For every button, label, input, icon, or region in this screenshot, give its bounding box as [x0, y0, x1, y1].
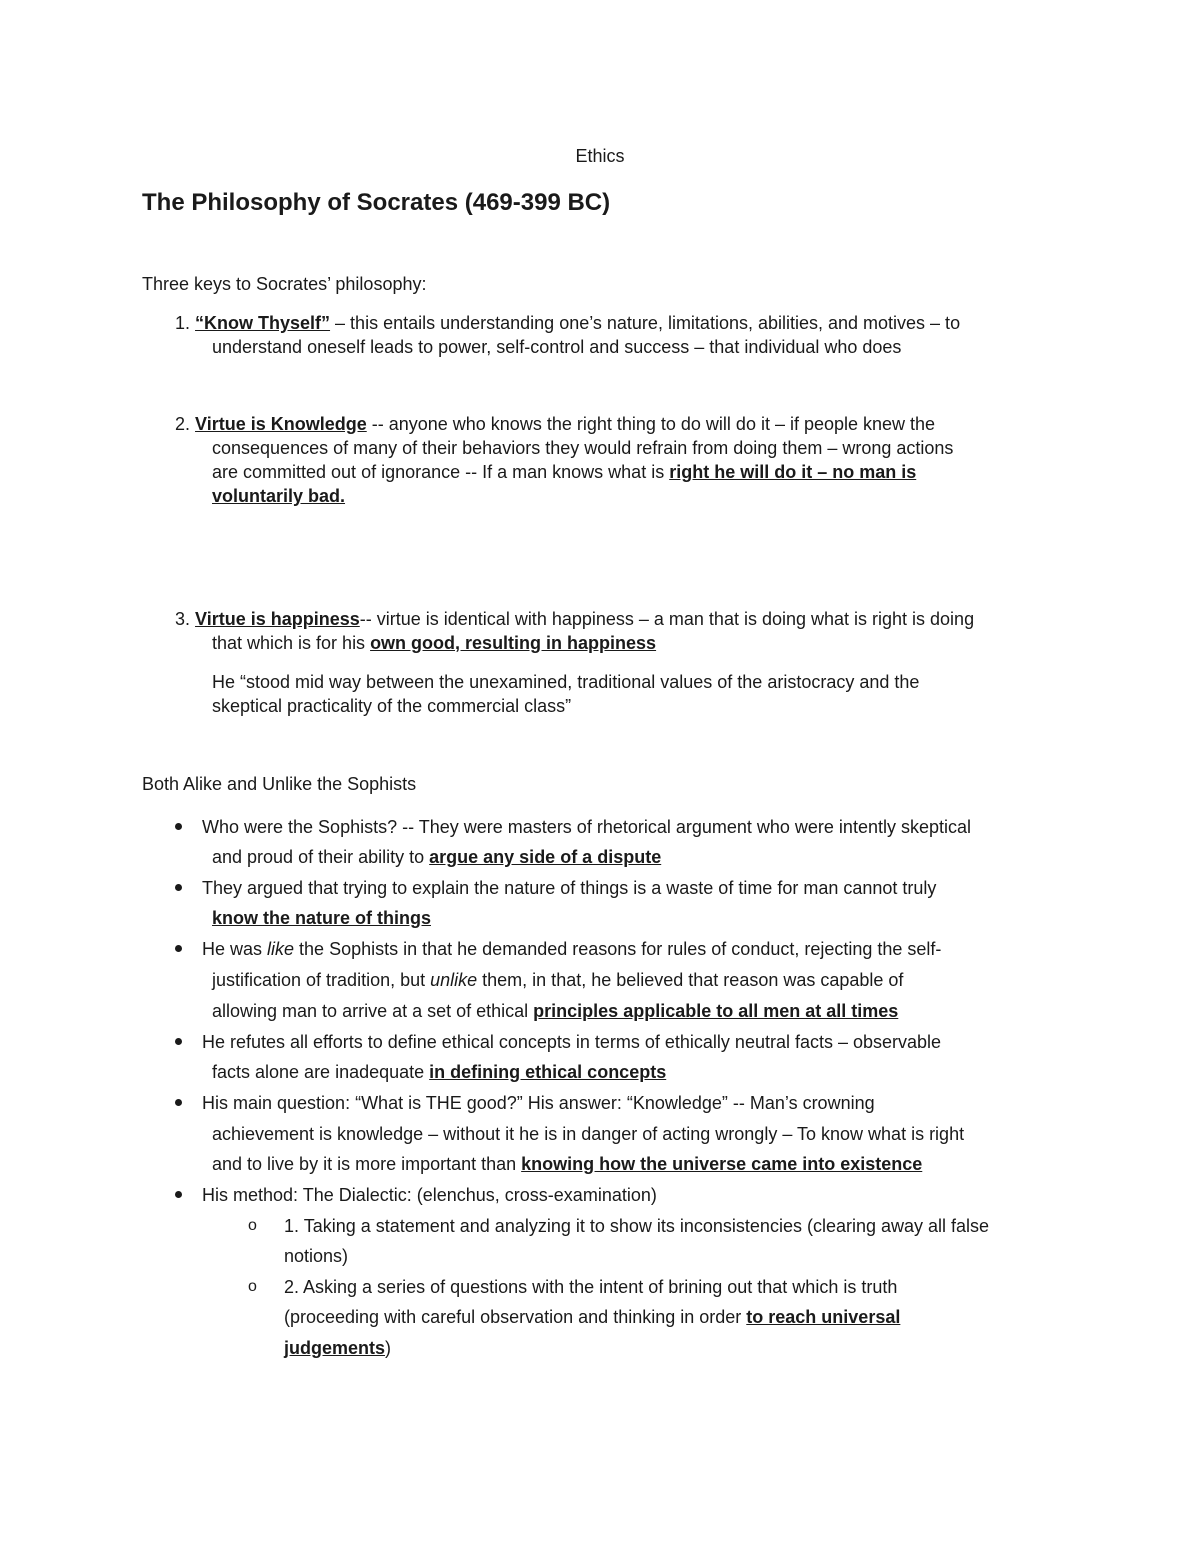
bullet-5-line1: His main question: “What is THE good?” His answer: “Knowledge” -- Man’s crowning — [202, 1093, 875, 1113]
bullet-2-line1: They argued that trying to explain the nature of things is a waste of time for man cannot truly — [202, 878, 937, 898]
item-number: 3. — [175, 609, 191, 629]
bullet-text: justification of tradition, but — [212, 970, 431, 990]
bullet-icon — [175, 884, 182, 891]
item-text: are committed out of ignorance -- If a man knows what is — [212, 462, 670, 482]
italic-text: unlike — [430, 970, 478, 990]
sub-bullet-1-line1: 1. Taking a statement and analyzing it to show its inconsistencies (clearing away all false — [284, 1216, 990, 1236]
bullet-text: the Sophists in that he demanded reasons for rules of conduct, rejecting the self- — [294, 939, 942, 959]
bullet-6-line1: His method: The Dialectic: (elenchus, cross-examination) — [202, 1185, 657, 1205]
emphasis-text: judgements — [284, 1338, 386, 1358]
sub-bullet-2-line2 — [284, 1305, 900, 1329]
circle-bullet-icon: o — [248, 1278, 257, 1295]
circle-bullet-icon: o — [248, 1217, 257, 1234]
quote-line-1: He “stood mid way between the unexamined, traditional values of the aristocracy and the — [212, 672, 920, 692]
item-term: “Know Thyself” — [195, 313, 331, 333]
bullet-4-line1: He refutes all efforts to define ethical concepts in terms of ethically neutral facts – observable — [202, 1032, 942, 1052]
item-term: Virtue is Knowledge — [195, 414, 367, 434]
bullet-1-line1: Who were the Sophists? -- They were masters of rhetorical argument who were intently skeptical — [202, 817, 971, 837]
bullet-text: facts alone are inadequate — [212, 1062, 430, 1082]
emphasis-text: to reach universal — [746, 1307, 901, 1327]
emphasis-text: voluntarily bad. — [212, 486, 346, 506]
key-item-2-line3 — [212, 460, 916, 484]
emphasis-text: knowing how the universe came into existence — [521, 1154, 923, 1174]
item-text: -- anyone who knows the right thing to do will do it – if people knew the — [366, 414, 936, 434]
emphasis-text: know the nature of things — [212, 908, 431, 928]
bullet-text: allowing man to arrive at a set of ethical — [212, 1001, 534, 1021]
item-number: 1. — [175, 313, 191, 333]
section-heading: Both Alike and Unlike the Sophists — [142, 774, 417, 794]
bullet-text: and proud of their ability to — [212, 847, 430, 867]
key-item-3 — [175, 607, 974, 631]
sub-bullet-2-line1: 2. Asking a series of questions with the intent of brining out that which is truth — [284, 1277, 898, 1297]
bullet-1-line2 — [212, 845, 661, 869]
key-item-2 — [175, 412, 935, 436]
bullet-4-line2 — [212, 1060, 666, 1084]
bullet-3-line1 — [202, 937, 941, 961]
key-item-2-line4 — [212, 484, 345, 508]
key-item-1-line2: understand oneself leads to power, self-control and success – that individual who does — [212, 337, 902, 357]
bullet-icon — [175, 823, 182, 830]
item-number: 2. — [175, 414, 191, 434]
bullet-icon — [175, 1099, 182, 1106]
quote-line-2: skeptical practicality of the commercial class” — [212, 696, 572, 716]
bullet-3-line3 — [212, 999, 898, 1023]
item-text: -- virtue is identical with happiness – a man that is doing what is right is doing — [359, 609, 975, 629]
keys-intro: Three keys to Socrates’ philosophy: — [142, 274, 427, 294]
key-item-2-line2: consequences of many of their behaviors they would refrain from doing them – wrong actions — [212, 438, 954, 458]
bullet-icon — [175, 1191, 182, 1198]
bullet-text: them, in that, he believed that reason was capable of — [477, 970, 904, 990]
bullet-5-line2: achievement is knowledge – without it he is in danger of acting wrongly – To know what is right — [212, 1124, 965, 1144]
sub-bullet-1-line2: notions) — [284, 1246, 349, 1266]
bullet-3-line2 — [212, 968, 903, 992]
bullet-icon — [175, 945, 182, 952]
emphasis-text: argue any side of a dispute — [429, 847, 662, 867]
sub-bullet-2-line3 — [284, 1336, 391, 1360]
item-text: – this entails understanding one’s nature, limitations, abilities, and motives – to — [330, 313, 961, 333]
bullet-text: and to live by it is more important than — [212, 1154, 522, 1174]
page-title: The Philosophy of Socrates (469-399 BC) — [142, 189, 611, 216]
emphasis-text: principles applicable to all men at all times — [533, 1001, 899, 1021]
item-term: Virtue is happiness — [195, 609, 360, 629]
item-text: that which is for his — [212, 633, 371, 653]
emphasis-text: own good, resulting in happiness — [370, 633, 657, 653]
emphasis-text: in defining ethical concepts — [429, 1062, 667, 1082]
bullet-text: (proceeding with careful observation and thinking in order — [284, 1307, 747, 1327]
bullet-5-line3 — [212, 1152, 922, 1176]
bullet-text: ) — [385, 1338, 392, 1358]
key-item-1 — [175, 311, 960, 335]
emphasis-text: right he will do it – no man is — [669, 462, 917, 482]
italic-text: like — [267, 939, 295, 959]
bullet-icon — [175, 1038, 182, 1045]
bullet-text: He was — [202, 939, 268, 959]
bullet-2-line2 — [212, 906, 431, 930]
key-item-3-line2 — [212, 631, 656, 655]
course-header: Ethics — [575, 146, 625, 166]
